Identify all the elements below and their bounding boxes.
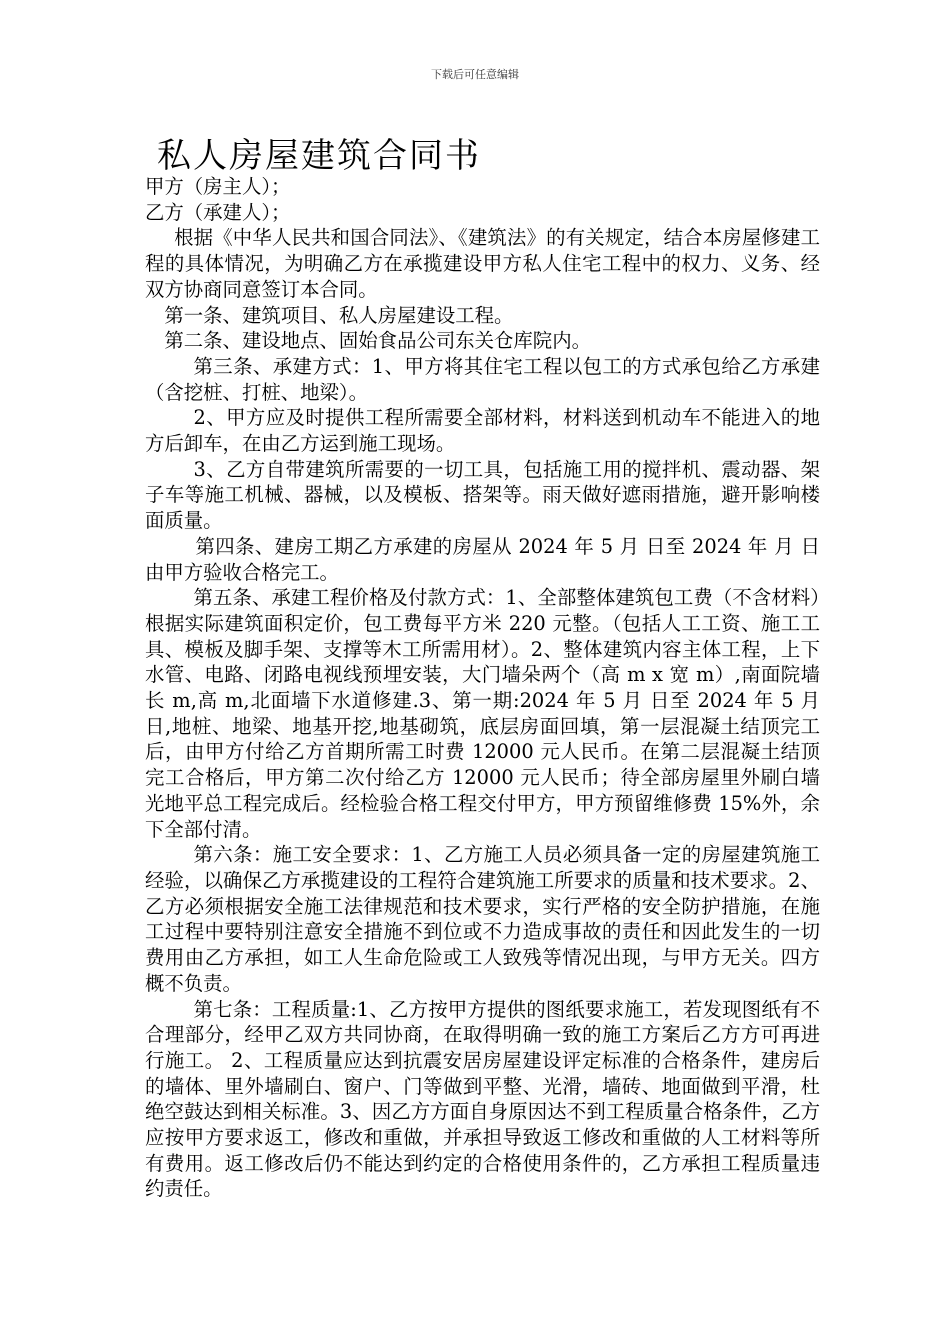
party-a-line: 甲方（房主人）；: [145, 175, 291, 198]
document-title: 私人房屋建筑合同书: [157, 136, 481, 176]
preamble-paragraph: 根据《中华人民共和国合同法》、《建筑法》的有关规定，结合本房屋修建工程的具体情况，为明确乙方在承揽建设甲方私人住宅工程中的权力、义务、经双方协商同意签订本合同。: [145, 226, 820, 301]
article-3-item-3: 3、乙方自带建筑所需要的一切工具，包括施工用的搅拌机、震动器、架子车等施工机械、器械，以及模板、搭架等。雨天做好遮雨措施，避开影响楼面质量。: [145, 457, 820, 533]
party-b-line: 乙方（承建人）；: [145, 200, 291, 224]
article-3-item-2: 2、甲方应及时提供工程所需要全部材料，材料送到机动车不能进入的地方后卸车，在由乙方运到施工现场。: [145, 406, 820, 456]
document-body: [145, 174, 820, 1202]
article-5: 第五条、承建工程价格及付款方式：1、全部整体建筑包工费（不含材料）根据实际建筑面积定价，包工费每平方米 220 元整。（包括人工工资、施工工具、模板及脚手架、支撑等木工所需用材）。2、整体建筑内容主体工程，上下水管、电路、闭路电视线预埋安装，大门墙朵两个（高 m x 宽 m）,南面院墙长 m,高 m,北面墙下水道修建.3、第一期:2024 年 5 月 日至 2024 年 5 月 日,地桩、地梁、地基开挖,地基砌筑，底层房面回填，第一层混凝土结顶完工后，由甲方付给乙方首期所需工时费 12000 元人民币。在第二层混凝土结顶完工合格后，甲方第二次付给乙方 12000 元人民币；待全部房屋里外刷白墙光地平总工程完成后。经检验合格工程交付甲方，甲方预留维修费 15%外，余下全部付清。: [145, 586, 820, 841]
article-4: 第四条、建房工期乙方承建的房屋从 2024 年 5 月 日至 2024 年 月 日由甲方验收合格完工。: [145, 534, 820, 584]
article-2: 第二条、建设地点、固始食品公司东关仓库院内。: [164, 329, 591, 353]
article-6: 第六条：施工安全要求：1、乙方施工人员必须具备一定的房屋建筑施工经验，以确保乙方承揽建设的工程符合建筑施工所要求的质量和技术要求。2、乙方必须根据安全施工法律规范和技术要求，实行严格的安全防护措施，在施工过程中要特别注意安全措施不到位或不力造成事故的责任和因此发生的一切费用由乙方承担，如工人生命危险或工人致残等情况出现，与甲方无关。四方概不负责。: [145, 843, 820, 995]
article-1: 第一条、建筑项目、私人房屋建设工程。: [164, 303, 514, 327]
article-3: 第三条、承建方式：1、甲方将其住宅工程以包工的方式承包给乙方承建（含挖桩、打桩、地梁）。: [145, 354, 820, 404]
article-7: 第七条：工程质量:1、乙方按甲方提供的图纸要求施工，若发现图纸有不合理部分，经甲乙双方共同协商，在取得明确一致的施工方案后乙方方可再进行施工。 2、工程质量应达到抗震安居房屋建设评定标准的合格条件，建房后的墙体、里外墙刷白、窗户、门等做到平整、光滑，墙砖、地面做到平滑，杜绝空鼓达到相关标准。3、因乙方方面自身原因达不到工程质量合格条件，乙方应按甲方要求返工，修改和重做，并承担导致返工修改和重做的人工材料等所有费用。返工修改后仍不能达到约定的合格使用条件的，乙方承担工程质量违约责任。: [145, 997, 820, 1201]
header-note: 下载后可任意编辑: [431, 68, 519, 81]
